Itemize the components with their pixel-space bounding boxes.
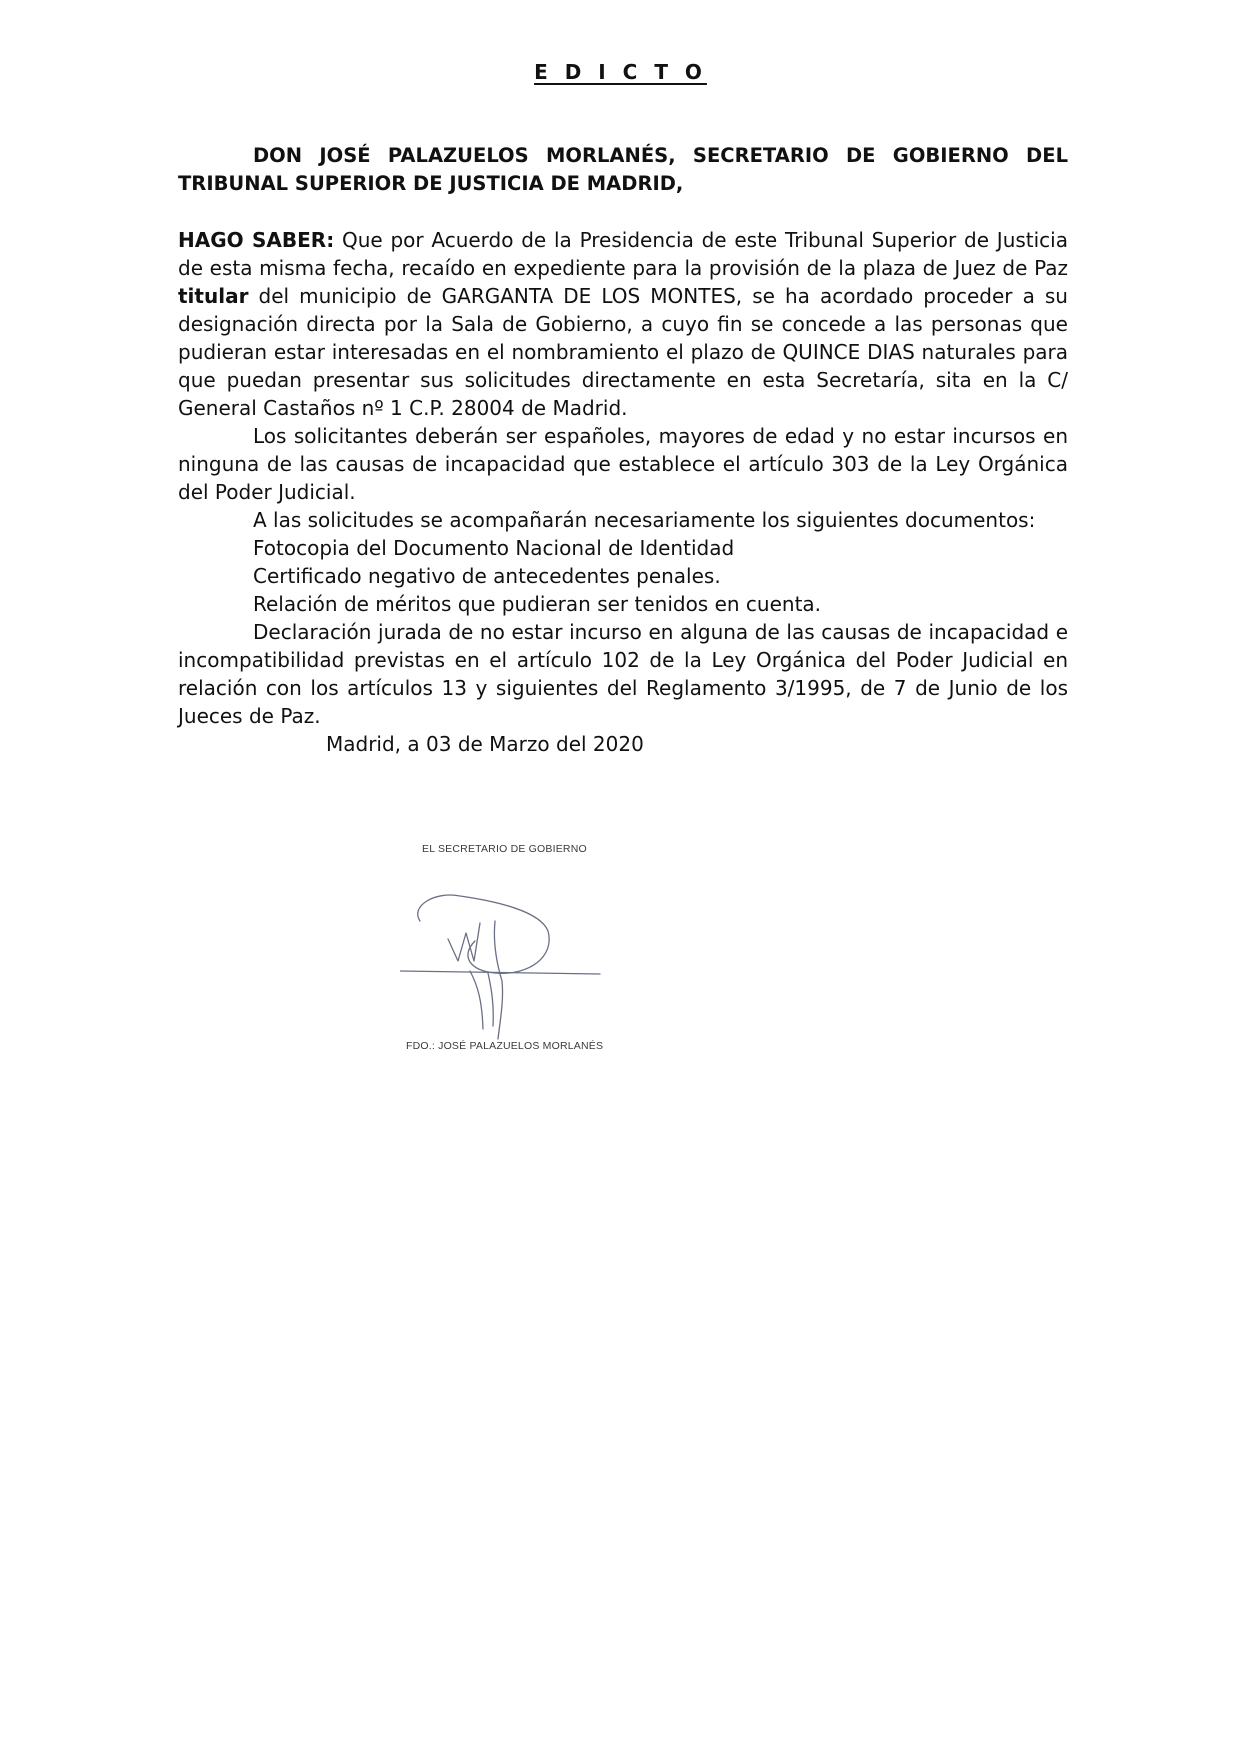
heading-line-1: DON JOSÉ PALAZUELOS MORLANÉS, SECRETARIO DE GOBIERNO DEL <box>253 144 1068 167</box>
document-item-dni: Fotocopia del Documento Nacional de Identidad <box>253 536 735 560</box>
handwritten-signature <box>400 861 640 1041</box>
document-item-penales: Certificado negativo de antecedentes penales. <box>253 564 721 588</box>
signature-caption-title: EL SECRETARIO DE GOBIERNO <box>422 843 587 855</box>
paragraph-1-text-a: Que por Acuerdo de la Presidencia de este Tribunal Superior de Justicia de esta misma fecha, recaído en expediente para la provisión de la plaza de Juez de Paz <box>178 228 1068 280</box>
signature-block <box>400 843 640 1058</box>
document-heading <box>178 142 1068 198</box>
document-title: E D I C T O <box>534 60 707 84</box>
paragraph-declaracion: Declaración jurada de no estar incurso en alguna de las causas de incapacidad e incompatibilidad previstas en el artículo 102 de la Ley Orgánica del Poder Judicial en relación con los artículos 13 y siguientes del Reglamento 3/1995, de 7 de Junio de los Jueces de Paz. <box>178 620 1068 728</box>
date-line: Madrid, a 03 de Marzo del 2020 <box>326 732 644 756</box>
titular-emphasis: titular <box>178 284 249 308</box>
paragraph-documents-intro: A las solicitudes se acompañarán necesariamente los siguientes documentos: <box>253 508 1036 532</box>
hago-saber-label: HAGO SABER: <box>178 228 335 252</box>
signature-caption-name: FDO.: JOSÉ PALAZUELOS MORLANÉS <box>406 1040 604 1052</box>
paragraph-requirements: Los solicitantes deberán ser españoles, mayores de edad y no estar incursos en ninguna de las causas de incapacidad que establece el artículo 303 de la Ley Orgánica del Poder Judicial. <box>178 424 1068 504</box>
document-item-meritos: Relación de méritos que pudieran ser tenidos en cuenta. <box>253 592 822 616</box>
document-body <box>178 226 1068 758</box>
heading-line-2: TRIBUNAL SUPERIOR DE JUSTICIA DE MADRID, <box>178 172 684 195</box>
paragraph-1-text-b: del municipio de GARGANTA DE LOS MONTES, se ha acordado proceder a su designación directa por la Sala de Gobierno, a cuyo fin se concede a las personas que pudieran estar interesadas en el nombramiento el plazo de QUINCE DIAS naturales para que puedan presentar sus solicitudes directamente en esta Secretaría, sita en la C/ General Castaños nº 1 C.P. 28004 de Madrid. <box>178 284 1068 420</box>
paragraph-hago-saber <box>178 226 1068 422</box>
